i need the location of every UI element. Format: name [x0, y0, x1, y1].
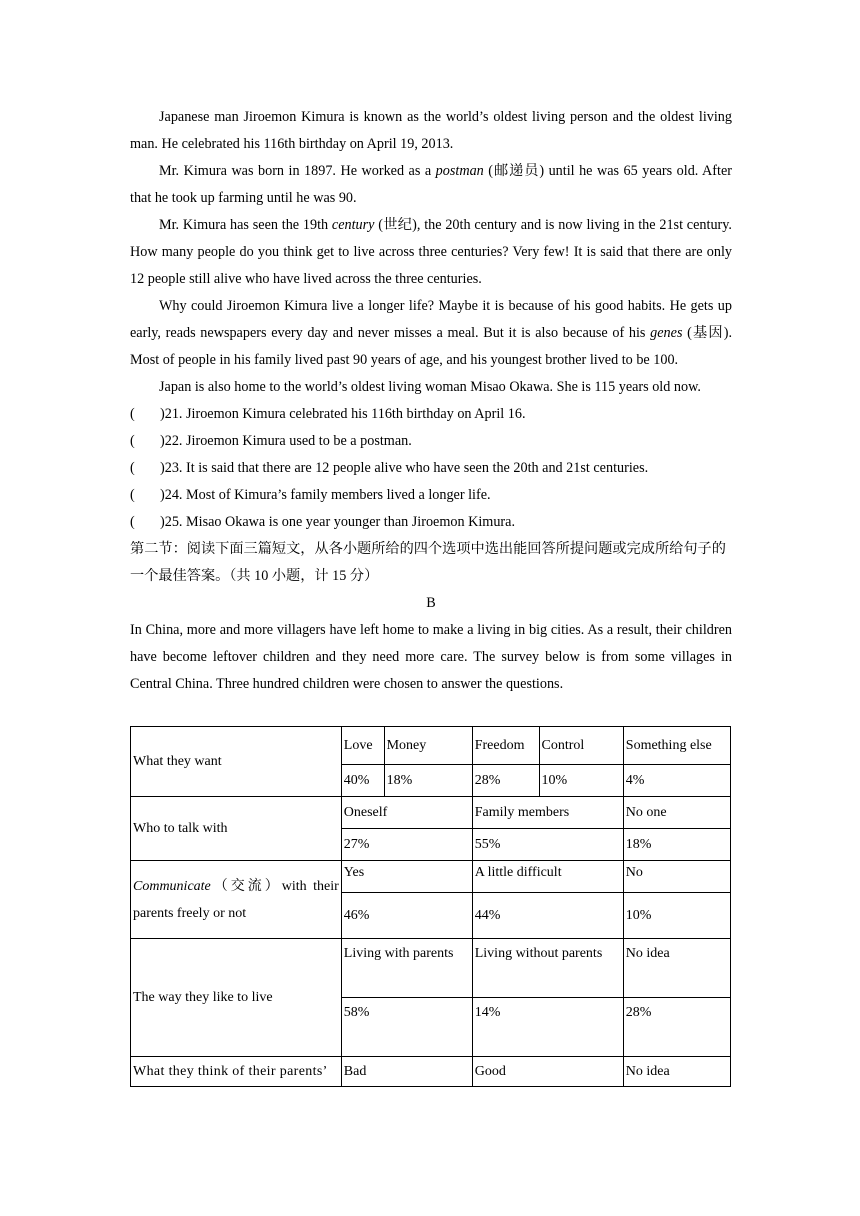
row-label-way-to-live: The way they like to live [131, 939, 342, 1057]
question-text: )21. Jiroemon Kimura celebrated his 116th birthday on April 16. [160, 406, 526, 422]
cell-value: 28% [623, 998, 730, 1057]
answer-bracket[interactable]: ( [130, 433, 135, 449]
cell-value: 40% [341, 765, 384, 797]
question-text: )24. Most of Kimura’s family members lived a longer life. [160, 487, 491, 503]
question-item [130, 482, 732, 509]
question-list [130, 401, 732, 536]
cell-value: 28% [472, 765, 539, 797]
text-run: Japan is also home to the world’s oldest living woman Misao Okawa. She is 115 years old now. [159, 379, 701, 395]
cell-value: 4% [623, 765, 730, 797]
cell-value: 58% [341, 998, 472, 1057]
text-run: Mr. Kimura was born in 1897. He worked as a [159, 163, 436, 179]
cell-header: No [623, 861, 730, 893]
cell-value: 55% [472, 829, 623, 861]
passage-a [130, 104, 732, 401]
text-run: (世纪), the 20th century and is now living in the 21st century. How many people do you think get to live across three centuries? Very few! It is said that there are only 12 people still alive who have lived across the three centuries. [130, 217, 732, 287]
cell-header: No one [623, 797, 730, 829]
cell-value: 10% [623, 893, 730, 939]
cell-header: Living without parents [472, 939, 623, 998]
cell-header: Bad [341, 1057, 472, 1087]
row-label-parents-opinion: What they think of their parents’ [131, 1057, 342, 1087]
cell-value: 18% [384, 765, 472, 797]
cell-header: Money [384, 727, 472, 765]
question-text: )25. Misao Okawa is one year younger than Jiroemon Kimura. [160, 514, 515, 530]
cell-header: Living with parents [341, 939, 472, 998]
cell-header: Something else [623, 727, 730, 765]
cell-header: No idea [623, 1057, 730, 1087]
question-item [130, 509, 732, 536]
document-body [130, 104, 732, 698]
survey-table [130, 726, 731, 1087]
text-run: Japanese man Jiroemon Kimura is known as the world’s oldest living person and the oldest living man. He celebrated his 116th birthday on April 19, 2013. [130, 109, 732, 152]
cell-value: 27% [341, 829, 472, 861]
question-item [130, 401, 732, 428]
cell-header: Family members [472, 797, 623, 829]
row-label-who-to-talk-with: Who to talk with [131, 797, 342, 861]
italic-term: century [331, 217, 375, 233]
answer-bracket[interactable]: ( [130, 487, 135, 503]
answer-bracket[interactable]: ( [130, 406, 135, 422]
cell-value: 14% [472, 998, 623, 1057]
passage-paragraph [130, 293, 732, 374]
passage-b-intro: In China, more and more villagers have left home to make a living in big cities. As a result, their children have become leftover children and they need more care. The survey below is from some villages in Central China. Three hundred children were chosen to answer the questions. [130, 622, 732, 692]
text-run: (邮递员) until he was 65 years old. After that he took up farming until he was 90. [130, 163, 732, 206]
question-text: )22. Jiroemon Kimura used to be a postman. [160, 433, 412, 449]
passage-b-letter: B [426, 595, 436, 611]
question-text: )23. It is said that there are 12 people alive who have seen the 20th and 21st centuries. [160, 460, 649, 476]
italic-term: genes [650, 325, 683, 341]
cell-header: Love [341, 727, 384, 765]
passage-paragraph [130, 374, 732, 401]
row-label-what-they-want: What they want [131, 727, 342, 797]
question-item [130, 428, 732, 455]
cell-value: 18% [623, 829, 730, 861]
question-item [130, 455, 732, 482]
cell-header: Yes [341, 861, 472, 893]
italic-term: postman [435, 163, 484, 179]
row-label-communicate [131, 861, 342, 939]
answer-bracket[interactable]: ( [130, 460, 135, 476]
cell-header: A little difficult [472, 861, 623, 893]
label-italic: Communicate [133, 878, 211, 894]
cell-header: No idea [623, 939, 730, 998]
cell-header: Good [472, 1057, 623, 1087]
passage-paragraph [130, 158, 732, 212]
section-heading: 第二节：阅读下面三篇短文，从各小题所给的四个选项中选出能回答所提问题或完成所给句子的一个最佳答案。（共 10 小题，计 15 分） [130, 541, 726, 584]
text-run: Mr. Kimura has seen the 19th [159, 217, 332, 233]
cell-value: 44% [472, 893, 623, 939]
cell-value: 10% [539, 765, 623, 797]
cell-header: Freedom [472, 727, 539, 765]
label-rest: （交流）with their parents freely or not [133, 878, 339, 921]
answer-bracket[interactable]: ( [130, 514, 135, 530]
passage-paragraph [130, 104, 732, 158]
passage-paragraph [130, 212, 732, 293]
cell-value: 46% [341, 893, 472, 939]
text-run: (基因). Most of people in his family lived past 90 years of age, and his youngest brother lived to be 100. [130, 325, 732, 368]
cell-header: Control [539, 727, 623, 765]
cell-header: Oneself [341, 797, 472, 829]
text-run: Why could Jiroemon Kimura live a longer life? Maybe it is because of his good habits. He gets up early, reads newspapers every day and never misses a meal. But it is also because of his [130, 298, 732, 341]
